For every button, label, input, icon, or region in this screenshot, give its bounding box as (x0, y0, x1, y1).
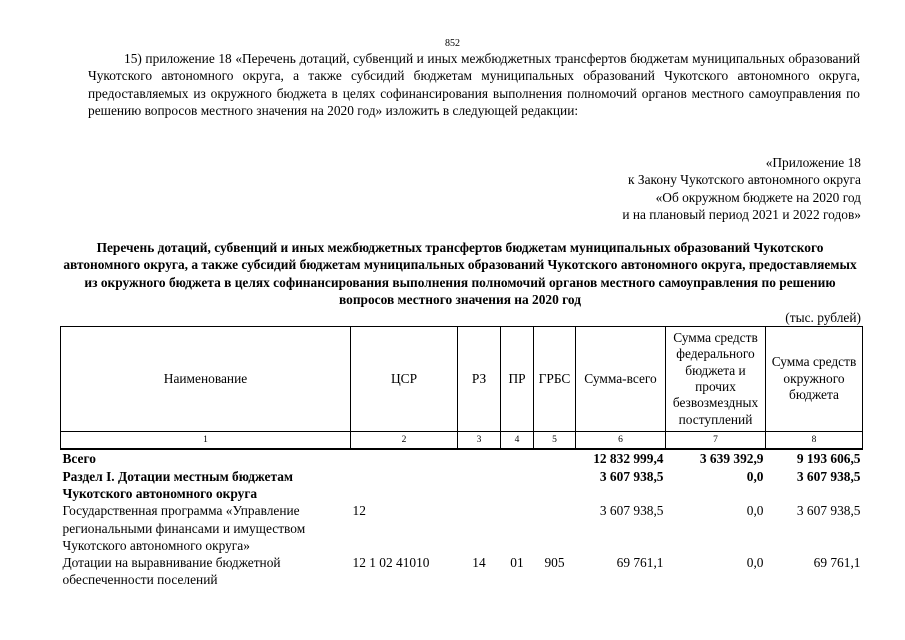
row-csr: 12 (352, 503, 366, 519)
column-number: 4 (501, 432, 534, 450)
row-federal: 0,0 (746, 468, 764, 484)
appendix-line-4: и на плановый период 2021 и 2022 годов» (622, 206, 861, 222)
row-rz (458, 468, 501, 503)
column-number: 1 (61, 432, 351, 450)
transfers-table (60, 326, 863, 589)
appendix-reference (622, 154, 861, 223)
row-pr (501, 468, 534, 503)
row-pr (501, 449, 534, 467)
row-csr: 12 1 02 41010 (352, 555, 430, 571)
intro-text: 15) приложение 18 «Перечень дотаций, субвенций и иных межбюджетных трансфертов бюджетам муниципальных образований Чукотского автономного округа, а также субсидий бюджетам муниципальных образований Чукотского автономного округа, предоставляемых из окружного бюджета в целях софинансирования выполнения полномочий органов местного самоуправления по решению вопросов местного значения на 2020 год» изложить в следующей редакции: (88, 51, 860, 118)
header-rz: РЗ (458, 327, 501, 432)
row-pr: 01 (510, 555, 524, 571)
appendix-line-1: «Приложение 18 (765, 155, 861, 170)
row-rz: 14 (472, 555, 486, 571)
row-rz (458, 449, 501, 467)
table-header-row (61, 327, 863, 432)
row-grbs: 905 (544, 555, 565, 571)
row-total: 12 832 999,4 (593, 451, 664, 467)
row-total: 3 607 938,5 (599, 503, 664, 519)
units-label: (тыс. рублей) (785, 310, 861, 325)
header-regional: Сумма средств окружного бюджета (766, 327, 863, 432)
column-number: 3 (458, 432, 501, 450)
appendix-line-2: к Закону Чукотского автономного округа (628, 172, 861, 188)
intro-paragraph (88, 50, 860, 119)
column-number: 5 (534, 432, 576, 450)
header-grbs: ГРБС (534, 327, 576, 432)
document-title: Перечень дотаций, субвенций и иных межбюджетных трансфертов бюджетам муниципальных образований Чукотского автономного округа, а также субсидий бюджетам муниципальных образований Чукотского автономного округа, предоставляемых из окружного бюджета в целях софинансирования выполнения полномочий органов местного самоуправления по решению вопросов местного значения на 2020 год (63, 240, 857, 307)
row-csr (351, 468, 458, 503)
row-rz (458, 502, 501, 554)
column-number: 7 (666, 432, 766, 450)
column-number: 2 (351, 432, 458, 450)
column-number: 8 (766, 432, 863, 450)
row-grbs (534, 449, 576, 467)
row-total: 3 607 938,5 (599, 468, 664, 484)
row-federal: 0,0 (746, 555, 764, 571)
row-name: Дотации на выравнивание бюджетной обеспеченности поселений (62, 555, 281, 588)
header-federal: Сумма средств федерального бюджета и прочих безвозмездных поступлений (666, 327, 766, 432)
page-number: 852 (445, 38, 460, 49)
row-pr (501, 502, 534, 554)
row-regional: 3 607 938,5 (796, 468, 861, 484)
table-row-program (61, 502, 863, 554)
row-grbs (534, 502, 576, 554)
appendix-line-3: «Об окружном бюджете на 2020 год (655, 189, 861, 205)
row-name: Раздел I. Дотации местным бюджетам Чукотского автономного округа (62, 468, 294, 501)
row-regional: 3 607 938,5 (796, 503, 861, 519)
table-row-section (61, 468, 863, 503)
header-csr: ЦСР (351, 327, 458, 432)
table-row-total (61, 449, 863, 467)
header-total: Сумма-всего (576, 327, 666, 432)
row-csr (351, 449, 458, 467)
header-name: Наименование (61, 327, 351, 432)
row-regional: 69 761,1 (813, 555, 861, 571)
row-name: Государственная программа «Управление региональными финансами и имуществом Чукотского автономного округа» (62, 503, 306, 553)
header-pr: ПР (501, 327, 534, 432)
row-federal: 0,0 (746, 503, 764, 519)
row-regional: 9 193 606,5 (796, 451, 861, 467)
row-total: 69 761,1 (616, 555, 664, 571)
column-number: 6 (576, 432, 666, 450)
row-grbs (534, 468, 576, 503)
row-federal: 3 639 392,9 (699, 451, 764, 467)
row-name: Всего (62, 451, 96, 467)
table-row-subsidy (61, 554, 863, 589)
column-number-row (61, 432, 863, 450)
